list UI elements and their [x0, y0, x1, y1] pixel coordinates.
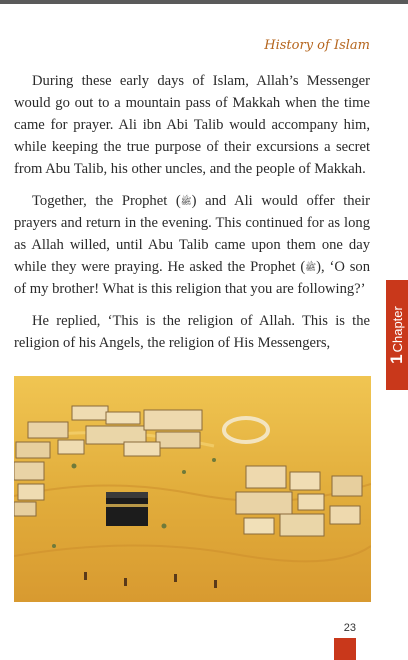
makkah-illustration-art: [14, 376, 371, 602]
page-corner-marker: [334, 638, 356, 660]
paragraph-3: He replied, ‘This is the religion of Allah. This is the religion of his Angels, the religion of His Messengers,: [14, 313, 370, 351]
chapter-tab: [386, 280, 408, 390]
paragraph-2: [14, 190, 370, 300]
page-number: 23: [343, 622, 356, 634]
kaaba: [106, 492, 148, 526]
paragraph-2-part-3: ), ‘O son of my brother! What is this religion that you are following?’: [14, 259, 370, 297]
paragraph-2-part-1: Together, the Prophet (: [32, 193, 181, 209]
chapter-number: 1: [387, 354, 406, 364]
salutation-glyph: ﷺ: [305, 262, 317, 272]
top-rule: [0, 0, 408, 4]
body-text: [14, 70, 370, 354]
salutation-glyph: ﷺ: [180, 196, 192, 206]
makkah-illustration: [14, 376, 371, 602]
running-title: History of Islam: [264, 38, 370, 53]
chapter-word: Chapter: [390, 306, 405, 353]
paragraph-2-part-2: ) and Ali would offer their prayers and return in the evening. This continued for as long as Allah willed, until Abu Talib came upon them one day while they were praying. He asked the Prophet (: [14, 193, 370, 275]
paragraph-1: During these early days of Islam, Allah’s Messenger would go out to a mountain pass of Makkah when the time came for prayer. Ali ibn Abi Talib would accompany him, while keeping the true purpose of their excursions a secret from Abu Talib, his other uncles, and the people of Makkah.: [14, 73, 370, 177]
